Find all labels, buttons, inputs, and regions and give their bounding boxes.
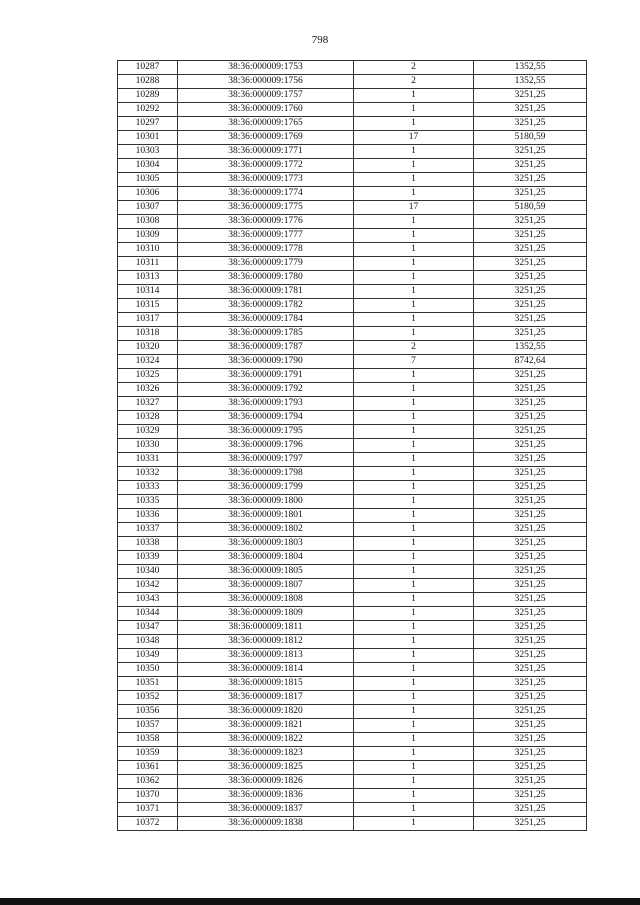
table-row: [118, 579, 587, 593]
cadastral-number-cell: 38:36:000009:1826: [178, 775, 354, 789]
table-row: [118, 271, 587, 285]
quantity-cell: 1: [354, 593, 474, 607]
amount-cell: 3251,25: [474, 439, 587, 453]
cadastral-number-cell: 38:36:000009:1791: [178, 369, 354, 383]
quantity-cell: 1: [354, 313, 474, 327]
row-number-cell: 10370: [118, 789, 178, 803]
quantity-cell: 1: [354, 103, 474, 117]
amount-cell: 3251,25: [474, 719, 587, 733]
table-row: [118, 593, 587, 607]
amount-cell: 3251,25: [474, 565, 587, 579]
cadastral-number-cell: 38:36:000009:1813: [178, 649, 354, 663]
quantity-cell: 1: [354, 649, 474, 663]
row-number-cell: 10352: [118, 691, 178, 705]
cadastral-number-cell: 38:36:000009:1774: [178, 187, 354, 201]
cadastral-number-cell: 38:36:000009:1773: [178, 173, 354, 187]
table-row: [118, 397, 587, 411]
row-number-cell: 10305: [118, 173, 178, 187]
amount-cell: 3251,25: [474, 145, 587, 159]
row-number-cell: 10335: [118, 495, 178, 509]
cadastral-number-cell: 38:36:000009:1782: [178, 299, 354, 313]
table-row: [118, 551, 587, 565]
cadastral-number-cell: 38:36:000009:1808: [178, 593, 354, 607]
amount-cell: 3251,25: [474, 467, 587, 481]
amount-cell: 3251,25: [474, 89, 587, 103]
table-row: [118, 173, 587, 187]
table-row: [118, 355, 587, 369]
table-row: [118, 789, 587, 803]
quantity-cell: 1: [354, 607, 474, 621]
quantity-cell: 1: [354, 229, 474, 243]
quantity-cell: 17: [354, 131, 474, 145]
table-row: [118, 621, 587, 635]
quantity-cell: 2: [354, 61, 474, 75]
amount-cell: 5180,59: [474, 131, 587, 145]
quantity-cell: 1: [354, 439, 474, 453]
row-number-cell: 10314: [118, 285, 178, 299]
table-row: [118, 635, 587, 649]
row-number-cell: 10336: [118, 509, 178, 523]
quantity-cell: 1: [354, 299, 474, 313]
quantity-cell: 1: [354, 243, 474, 257]
cadastral-number-cell: 38:36:000009:1801: [178, 509, 354, 523]
row-number-cell: 10351: [118, 677, 178, 691]
amount-cell: 3251,25: [474, 789, 587, 803]
amount-cell: 3251,25: [474, 621, 587, 635]
table-row: [118, 257, 587, 271]
quantity-cell: 1: [354, 89, 474, 103]
table-row: [118, 131, 587, 145]
table-row: [118, 817, 587, 831]
cadastral-number-cell: 38:36:000009:1802: [178, 523, 354, 537]
cadastral-number-cell: 38:36:000009:1817: [178, 691, 354, 705]
quantity-cell: 2: [354, 75, 474, 89]
row-number-cell: 10301: [118, 131, 178, 145]
quantity-cell: 1: [354, 677, 474, 691]
register-table-body: [118, 61, 587, 831]
table-row: [118, 159, 587, 173]
row-number-cell: 10320: [118, 341, 178, 355]
table-row: [118, 341, 587, 355]
amount-cell: 3251,25: [474, 663, 587, 677]
cadastral-number-cell: 38:36:000009:1811: [178, 621, 354, 635]
amount-cell: 3251,25: [474, 817, 587, 831]
amount-cell: 3251,25: [474, 453, 587, 467]
table-row: [118, 607, 587, 621]
amount-cell: 3251,25: [474, 803, 587, 817]
quantity-cell: 1: [354, 789, 474, 803]
table-row: [118, 229, 587, 243]
amount-cell: 3251,25: [474, 243, 587, 257]
cadastral-number-cell: 38:36:000009:1769: [178, 131, 354, 145]
amount-cell: 3251,25: [474, 411, 587, 425]
amount-cell: 3251,25: [474, 285, 587, 299]
cadastral-number-cell: 38:36:000009:1837: [178, 803, 354, 817]
cadastral-number-cell: 38:36:000009:1785: [178, 327, 354, 341]
row-number-cell: 10311: [118, 257, 178, 271]
cadastral-number-cell: 38:36:000009:1799: [178, 481, 354, 495]
amount-cell: 3251,25: [474, 649, 587, 663]
amount-cell: 3251,25: [474, 509, 587, 523]
row-number-cell: 10340: [118, 565, 178, 579]
quantity-cell: 1: [354, 537, 474, 551]
table-row: [118, 719, 587, 733]
cadastral-number-cell: 38:36:000009:1822: [178, 733, 354, 747]
scan-bottom-edge: [0, 898, 640, 905]
table-row: [118, 383, 587, 397]
cadastral-number-cell: 38:36:000009:1790: [178, 355, 354, 369]
table-row: [118, 187, 587, 201]
table-row: [118, 453, 587, 467]
table-row: [118, 313, 587, 327]
cadastral-number-cell: 38:36:000009:1777: [178, 229, 354, 243]
table-row: [118, 299, 587, 313]
row-number-cell: 10289: [118, 89, 178, 103]
cadastral-number-cell: 38:36:000009:1814: [178, 663, 354, 677]
amount-cell: 3251,25: [474, 635, 587, 649]
row-number-cell: 10309: [118, 229, 178, 243]
cadastral-number-cell: 38:36:000009:1838: [178, 817, 354, 831]
table-row: [118, 495, 587, 509]
row-number-cell: 10325: [118, 369, 178, 383]
row-number-cell: 10333: [118, 481, 178, 495]
quantity-cell: 1: [354, 691, 474, 705]
table-row: [118, 481, 587, 495]
cadastral-number-cell: 38:36:000009:1815: [178, 677, 354, 691]
row-number-cell: 10287: [118, 61, 178, 75]
quantity-cell: 1: [354, 803, 474, 817]
register-table: [117, 60, 587, 831]
row-number-cell: 10349: [118, 649, 178, 663]
cadastral-number-cell: 38:36:000009:1765: [178, 117, 354, 131]
table-row: [118, 663, 587, 677]
amount-cell: 3251,25: [474, 551, 587, 565]
table-row: [118, 425, 587, 439]
row-number-cell: 10327: [118, 397, 178, 411]
quantity-cell: 1: [354, 775, 474, 789]
row-number-cell: 10357: [118, 719, 178, 733]
amount-cell: 5180,59: [474, 201, 587, 215]
quantity-cell: 1: [354, 145, 474, 159]
row-number-cell: 10342: [118, 579, 178, 593]
cadastral-number-cell: 38:36:000009:1778: [178, 243, 354, 257]
row-number-cell: 10292: [118, 103, 178, 117]
row-number-cell: 10371: [118, 803, 178, 817]
cadastral-number-cell: 38:36:000009:1820: [178, 705, 354, 719]
cadastral-number-cell: 38:36:000009:1807: [178, 579, 354, 593]
quantity-cell: 1: [354, 467, 474, 481]
row-number-cell: 10318: [118, 327, 178, 341]
row-number-cell: 10307: [118, 201, 178, 215]
row-number-cell: 10297: [118, 117, 178, 131]
quantity-cell: 1: [354, 733, 474, 747]
table-row: [118, 649, 587, 663]
row-number-cell: 10330: [118, 439, 178, 453]
cadastral-number-cell: 38:36:000009:1796: [178, 439, 354, 453]
amount-cell: 3251,25: [474, 761, 587, 775]
quantity-cell: 1: [354, 411, 474, 425]
table-row: [118, 411, 587, 425]
quantity-cell: 1: [354, 635, 474, 649]
row-number-cell: 10339: [118, 551, 178, 565]
row-number-cell: 10328: [118, 411, 178, 425]
row-number-cell: 10329: [118, 425, 178, 439]
cadastral-number-cell: 38:36:000009:1775: [178, 201, 354, 215]
row-number-cell: 10303: [118, 145, 178, 159]
amount-cell: 3251,25: [474, 537, 587, 551]
cadastral-number-cell: 38:36:000009:1825: [178, 761, 354, 775]
amount-cell: 3251,25: [474, 691, 587, 705]
row-number-cell: 10372: [118, 817, 178, 831]
cadastral-number-cell: 38:36:000009:1805: [178, 565, 354, 579]
quantity-cell: 1: [354, 453, 474, 467]
amount-cell: 8742,64: [474, 355, 587, 369]
amount-cell: 3251,25: [474, 523, 587, 537]
table-row: [118, 439, 587, 453]
amount-cell: 3251,25: [474, 579, 587, 593]
cadastral-number-cell: 38:36:000009:1787: [178, 341, 354, 355]
table-row: [118, 215, 587, 229]
quantity-cell: 1: [354, 383, 474, 397]
quantity-cell: 1: [354, 327, 474, 341]
table-row: [118, 705, 587, 719]
quantity-cell: 1: [354, 509, 474, 523]
cadastral-number-cell: 38:36:000009:1812: [178, 635, 354, 649]
table-row: [118, 467, 587, 481]
amount-cell: 3251,25: [474, 425, 587, 439]
row-number-cell: 10324: [118, 355, 178, 369]
table-row: [118, 803, 587, 817]
table-row: [118, 677, 587, 691]
quantity-cell: 1: [354, 369, 474, 383]
row-number-cell: 10332: [118, 467, 178, 481]
amount-cell: 3251,25: [474, 775, 587, 789]
table-row: [118, 201, 587, 215]
row-number-cell: 10308: [118, 215, 178, 229]
cadastral-number-cell: 38:36:000009:1809: [178, 607, 354, 621]
table-row: [118, 509, 587, 523]
row-number-cell: 10358: [118, 733, 178, 747]
quantity-cell: 1: [354, 397, 474, 411]
quantity-cell: 1: [354, 523, 474, 537]
quantity-cell: 1: [354, 117, 474, 131]
amount-cell: 3251,25: [474, 257, 587, 271]
quantity-cell: 1: [354, 285, 474, 299]
cadastral-number-cell: 38:36:000009:1823: [178, 747, 354, 761]
cadastral-number-cell: 38:36:000009:1771: [178, 145, 354, 159]
row-number-cell: 10331: [118, 453, 178, 467]
row-number-cell: 10315: [118, 299, 178, 313]
row-number-cell: 10306: [118, 187, 178, 201]
row-number-cell: 10337: [118, 523, 178, 537]
cadastral-number-cell: 38:36:000009:1836: [178, 789, 354, 803]
cadastral-number-cell: 38:36:000009:1760: [178, 103, 354, 117]
row-number-cell: 10338: [118, 537, 178, 551]
amount-cell: 3251,25: [474, 187, 587, 201]
table-row: [118, 89, 587, 103]
quantity-cell: 1: [354, 173, 474, 187]
cadastral-number-cell: 38:36:000009:1803: [178, 537, 354, 551]
quantity-cell: 1: [354, 621, 474, 635]
quantity-cell: 1: [354, 495, 474, 509]
table-row: [118, 691, 587, 705]
quantity-cell: 17: [354, 201, 474, 215]
amount-cell: 3251,25: [474, 677, 587, 691]
amount-cell: 1352,55: [474, 61, 587, 75]
quantity-cell: 1: [354, 481, 474, 495]
amount-cell: 3251,25: [474, 271, 587, 285]
quantity-cell: 1: [354, 663, 474, 677]
quantity-cell: 1: [354, 425, 474, 439]
amount-cell: 3251,25: [474, 229, 587, 243]
row-number-cell: 10317: [118, 313, 178, 327]
cadastral-number-cell: 38:36:000009:1797: [178, 453, 354, 467]
amount-cell: 3251,25: [474, 299, 587, 313]
amount-cell: 3251,25: [474, 733, 587, 747]
quantity-cell: 1: [354, 215, 474, 229]
table-row: [118, 369, 587, 383]
quantity-cell: 7: [354, 355, 474, 369]
cadastral-number-cell: 38:36:000009:1792: [178, 383, 354, 397]
quantity-cell: 1: [354, 257, 474, 271]
table-row: [118, 243, 587, 257]
amount-cell: 3251,25: [474, 705, 587, 719]
amount-cell: 3251,25: [474, 495, 587, 509]
row-number-cell: 10356: [118, 705, 178, 719]
amount-cell: 3251,25: [474, 103, 587, 117]
amount-cell: 3251,25: [474, 607, 587, 621]
cadastral-number-cell: 38:36:000009:1794: [178, 411, 354, 425]
quantity-cell: 1: [354, 705, 474, 719]
quantity-cell: 1: [354, 817, 474, 831]
cadastral-number-cell: 38:36:000009:1756: [178, 75, 354, 89]
quantity-cell: 1: [354, 551, 474, 565]
table-row: [118, 285, 587, 299]
cadastral-number-cell: 38:36:000009:1793: [178, 397, 354, 411]
table-row: [118, 145, 587, 159]
amount-cell: 3251,25: [474, 369, 587, 383]
cadastral-number-cell: 38:36:000009:1821: [178, 719, 354, 733]
cadastral-number-cell: 38:36:000009:1757: [178, 89, 354, 103]
row-number-cell: 10350: [118, 663, 178, 677]
cadastral-number-cell: 38:36:000009:1772: [178, 159, 354, 173]
table-row: [118, 75, 587, 89]
amount-cell: 3251,25: [474, 159, 587, 173]
amount-cell: 3251,25: [474, 215, 587, 229]
row-number-cell: 10288: [118, 75, 178, 89]
quantity-cell: 1: [354, 187, 474, 201]
row-number-cell: 10348: [118, 635, 178, 649]
quantity-cell: 1: [354, 271, 474, 285]
table-row: [118, 61, 587, 75]
cadastral-number-cell: 38:36:000009:1779: [178, 257, 354, 271]
quantity-cell: 1: [354, 159, 474, 173]
amount-cell: 1352,55: [474, 341, 587, 355]
amount-cell: 3251,25: [474, 173, 587, 187]
row-number-cell: 10313: [118, 271, 178, 285]
amount-cell: 1352,55: [474, 75, 587, 89]
cadastral-number-cell: 38:36:000009:1800: [178, 495, 354, 509]
row-number-cell: 10361: [118, 761, 178, 775]
table-row: [118, 565, 587, 579]
amount-cell: 3251,25: [474, 313, 587, 327]
cadastral-number-cell: 38:36:000009:1776: [178, 215, 354, 229]
cadastral-number-cell: 38:36:000009:1795: [178, 425, 354, 439]
row-number-cell: 10344: [118, 607, 178, 621]
amount-cell: 3251,25: [474, 383, 587, 397]
quantity-cell: 2: [354, 341, 474, 355]
cadastral-number-cell: 38:36:000009:1798: [178, 467, 354, 481]
table-row: [118, 523, 587, 537]
table-row: [118, 537, 587, 551]
page-number: 798: [311, 34, 329, 46]
quantity-cell: 1: [354, 565, 474, 579]
table-row: [118, 103, 587, 117]
cadastral-number-cell: 38:36:000009:1781: [178, 285, 354, 299]
table-row: [118, 761, 587, 775]
quantity-cell: 1: [354, 579, 474, 593]
amount-cell: 3251,25: [474, 117, 587, 131]
row-number-cell: 10310: [118, 243, 178, 257]
row-number-cell: 10304: [118, 159, 178, 173]
cadastral-number-cell: 38:36:000009:1784: [178, 313, 354, 327]
cadastral-number-cell: 38:36:000009:1753: [178, 61, 354, 75]
quantity-cell: 1: [354, 761, 474, 775]
row-number-cell: 10347: [118, 621, 178, 635]
table-row: [118, 733, 587, 747]
amount-cell: 3251,25: [474, 397, 587, 411]
amount-cell: 3251,25: [474, 327, 587, 341]
cadastral-number-cell: 38:36:000009:1780: [178, 271, 354, 285]
row-number-cell: 10343: [118, 593, 178, 607]
amount-cell: 3251,25: [474, 481, 587, 495]
quantity-cell: 1: [354, 747, 474, 761]
row-number-cell: 10362: [118, 775, 178, 789]
amount-cell: 3251,25: [474, 593, 587, 607]
table-row: [118, 775, 587, 789]
amount-cell: 3251,25: [474, 747, 587, 761]
row-number-cell: 10326: [118, 383, 178, 397]
table-row: [118, 117, 587, 131]
table-row: [118, 747, 587, 761]
row-number-cell: 10359: [118, 747, 178, 761]
quantity-cell: 1: [354, 719, 474, 733]
table-row: [118, 327, 587, 341]
cadastral-number-cell: 38:36:000009:1804: [178, 551, 354, 565]
